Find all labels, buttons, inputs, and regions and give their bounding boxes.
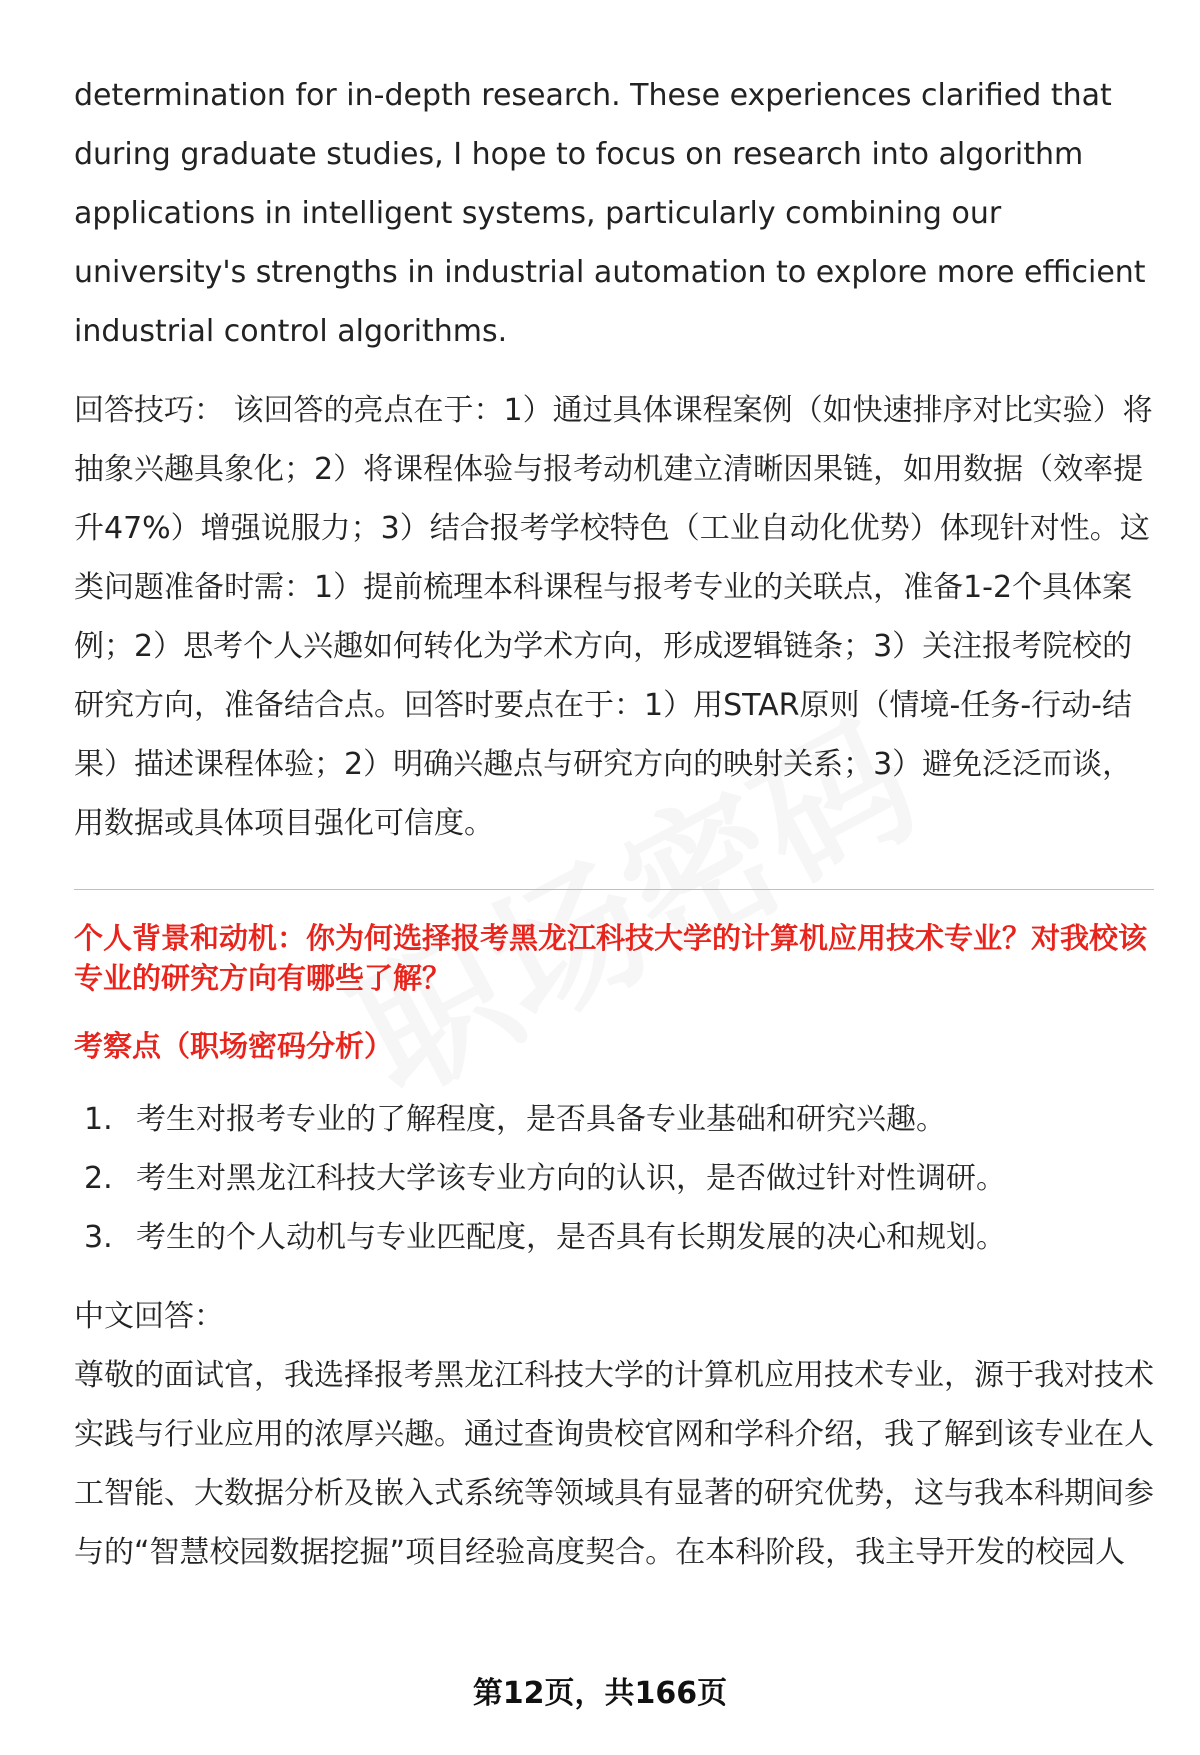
page-number-footer: 第12页，共166页	[472, 1676, 728, 1711]
answer-tips-paragraph: 回答技巧： 该回答的亮点在于：1）通过具体课程案例（如快速排序对比实验）将抽象兴趣具象化；2）将课程体验与报考动机建立清晰因果链，如用数据（效率提升47%）增强说服力；3）结合报考学校特色（工业自动化优势）体现针对性。这类问题准备时需：1）提前梳理本科课程与报考专业的关联点，准备1-2个具体案例；2）思考个人兴趣如何转化为学术方向，形成逻辑链条；3）关注报考院校的研究方向，准备结合点。回答时要点在于：1）用STAR原则（情境-任务-行动-结果）描述课程体验；2）明确兴趣点与研究方向的映射关系；3）避免泛泛而谈，用数据或具体项目强化可信度。	[74, 393, 1153, 841]
list-item-number: 3.	[84, 1220, 113, 1255]
assessment-list	[74, 1090, 1154, 1267]
list-item-number: 1.	[84, 1102, 113, 1137]
list-item	[74, 1149, 1154, 1208]
answer-paragraph: 尊敬的面试官，我选择报考黑龙江科技大学的计算机应用技术专业，源于我对技术实践与行业应用的浓厚兴趣。通过查询贵校官网和学科介绍，我了解到该专业在人工智能、大数据分析及嵌入式系统等领域具有显著的研究优势，这与我本科期间参与的“智慧校园数据挖掘”项目经验高度契合。在本科阶段，我主导开发的校园人	[74, 1358, 1154, 1570]
section-divider	[74, 889, 1154, 890]
list-item-text: 考生的个人动机与专业匹配度，是否具有长期发展的决心和规划。	[136, 1220, 1006, 1255]
continuation-paragraph: determination for in-depth research. These experiences clarified that during graduate studies, I hope to focus on research into algorithm applications in intelligent systems, particularly combining our university's strengths in industrial automation to explore more efficient industrial control algorithms.	[74, 78, 1146, 349]
question-heading: 个人背景和动机：你为何选择报考黑龙江科技大学的计算机应用技术专业？对我校该专业的研究方向有哪些了解？	[74, 921, 1148, 995]
list-item-number: 2.	[84, 1161, 113, 1196]
answer-label: 中文回答：	[74, 1299, 224, 1334]
list-item	[74, 1208, 1154, 1267]
assessment-heading: 考察点（职场密码分析）	[74, 1029, 394, 1063]
list-item-text: 考生对黑龙江科技大学该专业方向的认识，是否做过针对性调研。	[136, 1161, 1006, 1196]
document-page	[74, 66, 1154, 1582]
list-item-text: 考生对报考专业的了解程度，是否具备专业基础和研究兴趣。	[136, 1102, 946, 1137]
list-item	[74, 1090, 1154, 1149]
